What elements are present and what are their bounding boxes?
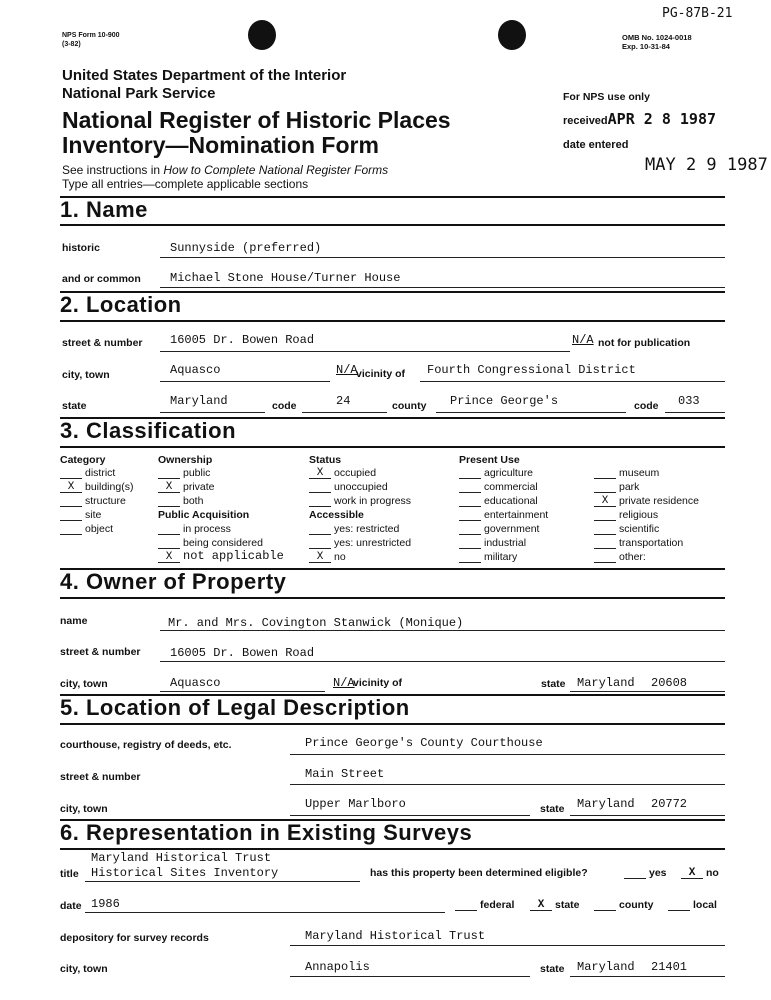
use-transportation-label: transportation (619, 537, 684, 549)
owner-vicinity-value: N/A (333, 676, 355, 690)
code-line (302, 412, 387, 413)
survey-date-value: 1986 (91, 897, 120, 911)
use-park-mark[interactable] (594, 483, 616, 493)
use-agriculture (459, 467, 533, 479)
vicinity-value: N/A (336, 363, 358, 377)
code2-line (665, 412, 725, 413)
use-entertainment (459, 509, 548, 521)
courthouse-label: courthouse, registry of deeds, etc. (60, 739, 232, 751)
rule-1 (60, 196, 725, 198)
level-federal-mark[interactable] (455, 901, 477, 911)
form-title-2: Inventory—Nomination Form (62, 132, 379, 158)
cat-object-mark[interactable] (60, 525, 82, 535)
department: United States Department of the Interior (62, 67, 347, 84)
legal-state-line (570, 815, 725, 816)
use-government-mark[interactable] (459, 525, 481, 535)
level-state (530, 899, 580, 911)
owner-street-value: 16005 Dr. Bowen Road (170, 646, 315, 660)
use-government-label: government (484, 523, 540, 535)
level-local-mark[interactable] (668, 901, 690, 911)
code2-value: 033 (678, 394, 700, 408)
form-number: NPS Form 10-900 (62, 32, 120, 39)
eligible-no-label: no (706, 867, 719, 879)
received-label: received (563, 115, 608, 127)
historic-value: Sunnyside (preferred) (170, 241, 322, 255)
use-museum (594, 467, 659, 479)
code-label: code (272, 400, 297, 412)
use-educational (459, 495, 538, 507)
use-scientific-mark[interactable] (594, 525, 616, 535)
level-federal-label: federal (480, 899, 515, 911)
owner-zip: 20608 (651, 676, 688, 690)
historic-line (160, 257, 725, 258)
rule-2b (60, 320, 725, 322)
owner-vicinity-label: vicinity of (353, 677, 403, 689)
common-label: and or common (62, 273, 141, 285)
state-line (160, 412, 265, 413)
eligible-no-mark[interactable]: X (681, 869, 703, 879)
common-value: Michael Stone House/Turner House (170, 271, 401, 285)
level-federal (455, 899, 514, 911)
acq-in-process-mark[interactable] (158, 525, 180, 535)
depository-label: depository for survey records (60, 932, 209, 944)
survey-state-value: Maryland (577, 960, 635, 974)
cat-structure-mark[interactable] (60, 497, 82, 507)
acquisition-head: Public Acquisition (158, 509, 250, 521)
section-4-title: 4. Owner of Property (60, 569, 287, 594)
own-public-label: public (183, 467, 211, 479)
punch-hole-right (498, 20, 526, 50)
ownership-head: Ownership (158, 454, 213, 466)
cat-building (60, 481, 133, 493)
own-public-mark[interactable] (158, 469, 180, 479)
status-unoccupied-mark[interactable] (309, 483, 331, 493)
received-date: APR 2 8 1987 (607, 110, 717, 128)
survey-state-label: state (540, 963, 565, 975)
own-both (158, 495, 203, 507)
instructions-title: How to Complete National Register Forms (163, 163, 389, 177)
use-private-residence (594, 495, 699, 507)
owner-name-line (160, 630, 725, 631)
legal-state-label: state (540, 803, 565, 815)
cat-site-label: site (85, 509, 102, 521)
acc-no (309, 551, 346, 563)
acq-in-process-label: in process (183, 523, 231, 535)
own-private-label: private (183, 481, 215, 493)
use-scientific-label: scientific (619, 523, 660, 535)
acc-unrestricted (309, 537, 411, 549)
stamp-number: PG-87B-21 (662, 6, 733, 21)
use-park-label: park (619, 481, 640, 493)
acc-restricted-label: yes: restricted (334, 523, 400, 535)
level-county-label: county (619, 899, 654, 911)
state-label: state (62, 400, 87, 412)
instructions-prefix: See instructions in (62, 163, 164, 177)
own-both-mark[interactable] (158, 497, 180, 507)
legal-city-label: city, town (60, 803, 108, 815)
use-museum-mark[interactable] (594, 469, 616, 479)
use-commercial-label: commercial (484, 481, 538, 493)
use-religious (594, 509, 658, 521)
nps-use-label: For NPS use only (563, 91, 650, 103)
use-park (594, 481, 639, 493)
use-private-residence-label: private residence (619, 495, 699, 507)
cat-district (60, 467, 115, 479)
level-state-label: state (555, 899, 580, 911)
owner-city-label: city, town (60, 678, 108, 690)
acc-unrestricted-label: yes: unrestricted (334, 537, 412, 549)
owner-state-label: state (541, 678, 566, 690)
acq-being-considered-label: being considered (183, 537, 263, 549)
level-county-mark[interactable] (594, 901, 616, 911)
use-transportation (594, 537, 683, 549)
survey-city-value: Annapolis (305, 960, 370, 974)
legal-zip: 20772 (651, 797, 688, 811)
courthouse-line (290, 754, 725, 755)
accessible-head: Accessible (309, 509, 364, 521)
street-line (160, 351, 570, 352)
district-value: Fourth Congressional District (427, 363, 636, 377)
section-2-title: 2. Location (60, 292, 182, 317)
eligible-yes-mark[interactable] (624, 869, 646, 879)
use-other (594, 551, 646, 563)
use-entertainment-label: entertainment (484, 509, 549, 521)
punch-hole-left (248, 20, 276, 50)
use-commercial (459, 481, 538, 493)
status-occupied (309, 467, 376, 479)
eligible-no (681, 867, 719, 879)
own-public (158, 467, 210, 479)
status-occupied-mark[interactable]: X (309, 469, 331, 479)
legal-street-label: street & number (60, 771, 141, 783)
code-value: 24 (336, 394, 351, 408)
eligible-yes (624, 867, 667, 879)
survey-date-line (85, 912, 445, 913)
acc-no-mark[interactable]: X (309, 553, 331, 563)
own-private-mark[interactable]: X (158, 483, 180, 493)
use-scientific (594, 523, 659, 535)
omb-number: OMB No. 1024-0018 (622, 33, 692, 42)
nfp-value: N/A (572, 333, 594, 347)
form-title-1: National Register of Historic Places (62, 107, 451, 133)
survey-state-line (570, 976, 725, 977)
use-military-label: military (484, 551, 518, 563)
legal-state-value: Maryland (577, 797, 635, 811)
acc-unrestricted-mark[interactable] (309, 539, 331, 549)
acc-restricted (309, 523, 399, 535)
street-value: 16005 Dr. Bowen Road (170, 333, 315, 347)
cat-object-label: object (85, 523, 114, 535)
category-head: Category (60, 454, 106, 466)
use-industrial-label: industrial (484, 537, 527, 549)
owner-city-value: Aquasco (170, 676, 221, 690)
cat-district-label: district (85, 467, 116, 479)
status-occupied-label: occupied (334, 467, 377, 479)
present-use-head: Present Use (459, 454, 520, 466)
section-1-title: 1. Name (60, 197, 148, 222)
use-museum-label: museum (619, 467, 660, 479)
section-5-title: 5. Location of Legal Description (60, 695, 410, 720)
owner-name-label: name (60, 615, 88, 627)
acq-na-mark[interactable]: X (158, 553, 180, 563)
nfp-label: not for publication (598, 337, 691, 349)
city-value: Aquasco (170, 363, 221, 377)
vicinity-label: vicinity of (356, 368, 406, 380)
acq-na-label: not applicable (183, 549, 284, 563)
state-value: Maryland (170, 394, 228, 408)
use-industrial-mark[interactable] (459, 539, 481, 549)
acq-being-considered-mark[interactable] (158, 539, 180, 549)
cat-building-label: building(s) (85, 481, 134, 493)
date-entered-label: date entered (563, 139, 629, 151)
owner-name-value: Mr. and Mrs. Covington Stanwick (Monique) (168, 616, 464, 630)
date-entered-value: MAY 2 9 1987 (645, 155, 768, 175)
cat-site (60, 509, 101, 521)
historic-label: historic (62, 242, 100, 254)
own-both-label: both (183, 495, 204, 507)
cat-site-mark[interactable] (60, 511, 82, 521)
use-agriculture-label: agriculture (484, 467, 534, 479)
survey-zip: 21401 (651, 960, 688, 974)
survey-city-line (290, 976, 530, 977)
legal-city-line (290, 815, 530, 816)
received-row (563, 110, 716, 129)
depository-line (290, 945, 725, 946)
cat-structure-label: structure (85, 495, 126, 507)
level-county (594, 899, 653, 911)
use-religious-mark[interactable] (594, 511, 616, 521)
rule-6b (60, 848, 725, 850)
code2-label: code (634, 400, 659, 412)
use-industrial (459, 537, 526, 549)
service: National Park Service (62, 85, 216, 102)
use-educational-label: educational (484, 495, 538, 507)
use-transportation-mark[interactable] (594, 539, 616, 549)
level-local (668, 899, 717, 911)
legal-street-value: Main Street (305, 767, 385, 781)
eligible-yes-label: yes (649, 867, 667, 879)
use-military (459, 551, 517, 563)
owner-city-line (160, 691, 325, 692)
use-entertainment-mark[interactable] (459, 511, 481, 521)
courthouse-value: Prince George's County Courthouse (305, 736, 543, 750)
survey-date-label: date (60, 900, 82, 912)
use-other-label: other: (619, 551, 646, 563)
rule-3b (60, 446, 725, 448)
owner-street-label: street & number (60, 646, 141, 658)
use-government (459, 523, 539, 535)
status-wip (309, 495, 411, 507)
cat-object (60, 523, 113, 535)
instructions-2: Type all entries—complete applicable sections (62, 177, 309, 191)
survey-title-line (85, 881, 360, 882)
omb-exp: Exp. 10-31-84 (622, 42, 670, 51)
survey-city-label: city, town (60, 963, 108, 975)
status-wip-label: work in progress (334, 495, 412, 507)
legal-street-line (290, 784, 725, 785)
acc-restricted-mark[interactable] (309, 525, 331, 535)
cat-building-mark[interactable]: X (60, 483, 82, 493)
rule-1b (60, 224, 725, 226)
cat-structure (60, 495, 126, 507)
survey-title-value-1: Maryland Historical Trust (91, 851, 272, 865)
use-agriculture-mark[interactable] (459, 469, 481, 479)
use-educational-mark[interactable] (459, 497, 481, 507)
status-head: Status (309, 454, 342, 466)
district-line (420, 381, 725, 382)
use-commercial-mark[interactable] (459, 483, 481, 493)
eligible-question: has this property been determined eligible? (370, 867, 588, 879)
instructions (62, 163, 388, 177)
level-state-mark[interactable]: X (530, 901, 552, 911)
survey-title-value-2: Historical Sites Inventory (91, 866, 279, 880)
use-private-residence-mark[interactable]: X (594, 497, 616, 507)
rule-4b (60, 597, 725, 599)
level-local-label: local (693, 899, 717, 911)
acq-in-process (158, 523, 231, 535)
county-line (436, 412, 626, 413)
acq-being-considered (158, 537, 263, 549)
street-label: street & number (62, 337, 143, 349)
section-3-title: 3. Classification (60, 418, 237, 443)
use-military-mark[interactable] (459, 553, 481, 563)
owner-state-value: Maryland (577, 676, 635, 690)
cat-district-mark[interactable] (60, 469, 82, 479)
own-private (158, 481, 215, 493)
acq-not-applicable (158, 549, 284, 563)
survey-title-label: title (60, 868, 79, 880)
rule-5b (60, 723, 725, 725)
county-label: county (392, 400, 427, 412)
status-wip-mark[interactable] (309, 497, 331, 507)
use-religious-label: religious (619, 509, 659, 521)
depository-value: Maryland Historical Trust (305, 929, 486, 943)
section-6-title: 6. Representation in Existing Surveys (60, 820, 473, 845)
status-unoccupied (309, 481, 388, 493)
city-label: city, town (62, 369, 110, 381)
use-other-mark[interactable] (594, 553, 616, 563)
status-unoccupied-label: unoccupied (334, 481, 388, 493)
city-line (160, 381, 330, 382)
legal-city-value: Upper Marlboro (305, 797, 406, 811)
acc-no-label: no (334, 551, 346, 563)
county-value: Prince George's (450, 394, 559, 408)
owner-state-line (570, 691, 725, 692)
owner-street-line (160, 661, 725, 662)
common-line (160, 287, 725, 288)
form-rev: (3-82) (62, 41, 81, 48)
